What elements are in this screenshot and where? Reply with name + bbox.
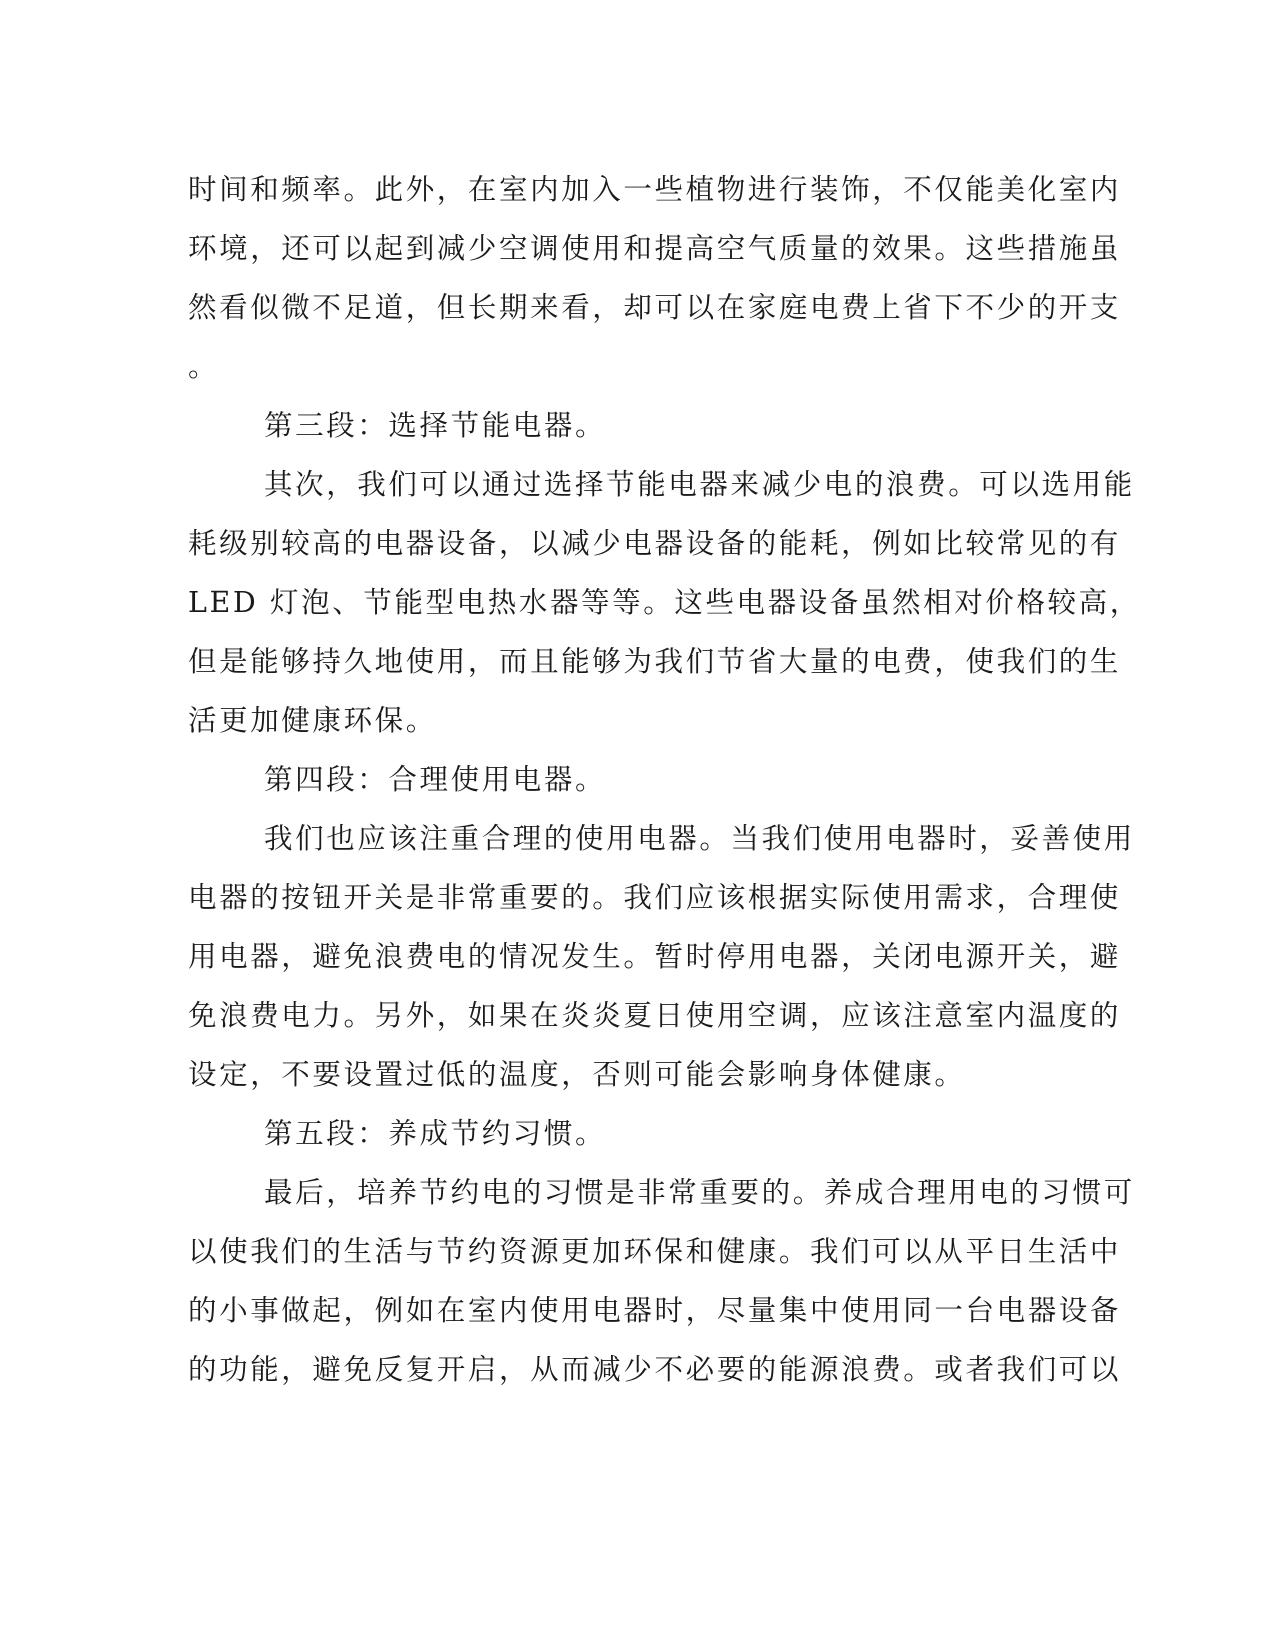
text-line: LED 灯泡、节能型电热水器等等。这些电器设备虽然相对价格较高， (188, 586, 1141, 619)
text-line: 设定，不要设置过低的温度，否则可能会影响身体健康。 (188, 1058, 966, 1091)
text-line: 耗级别较高的电器设备，以减少电器设备的能耗，例如比较常见的有 (188, 527, 1122, 560)
text-line: 的小事做起，例如在室内使用电器时，尽量集中使用同一台电器设备 (188, 1294, 1122, 1327)
text-line: 其次，我们可以通过选择节能电器来减少电的浪费。可以选用能 (264, 468, 1135, 501)
text-line: 但是能够持久地使用，而且能够为我们节省大量的电费，使我们的生 (188, 645, 1122, 678)
text-line: 最后，培养节约电的习惯是非常重要的。养成合理用电的习惯可 (264, 1176, 1135, 1209)
text-line: 电器的按钮开关是非常重要的。我们应该根据实际使用需求，合理使 (188, 881, 1122, 914)
document-body (188, 160, 1141, 1399)
text-line: 活更加健康环保。 (188, 704, 437, 737)
text-line: 用电器，避免浪费电的情况发生。暂时停用电器，关闭电源开关，避 (188, 940, 1122, 973)
section-heading-3: 第三段：选择节能电器。 (264, 409, 607, 442)
text-line: 时间和频率。此外，在室内加入一些植物进行装饰，不仅能美化室内 (188, 173, 1122, 206)
text-line: 环境，还可以起到减少空调使用和提高空气质量的效果。这些措施虽 (188, 232, 1122, 265)
text-line: 以使我们的生活与节约资源更加环保和健康。我们可以从平日生活中 (188, 1235, 1122, 1268)
text-line: 免浪费电力。另外，如果在炎炎夏日使用空调，应该注意室内温度的 (188, 999, 1122, 1032)
text-line: 的功能，避免反复开启，从而减少不必要的能源浪费。或者我们可以 (188, 1353, 1122, 1386)
section-heading-5: 第五段：养成节约习惯。 (264, 1117, 607, 1150)
text-line: 。 (188, 350, 220, 383)
text-line: 我们也应该注重合理的使用电器。当我们使用电器时，妥善使用 (264, 822, 1135, 855)
section-heading-4: 第四段：合理使用电器。 (264, 763, 607, 796)
text-line: 然看似微不足道，但长期来看，却可以在家庭电费上省下不少的开支 (188, 291, 1122, 324)
